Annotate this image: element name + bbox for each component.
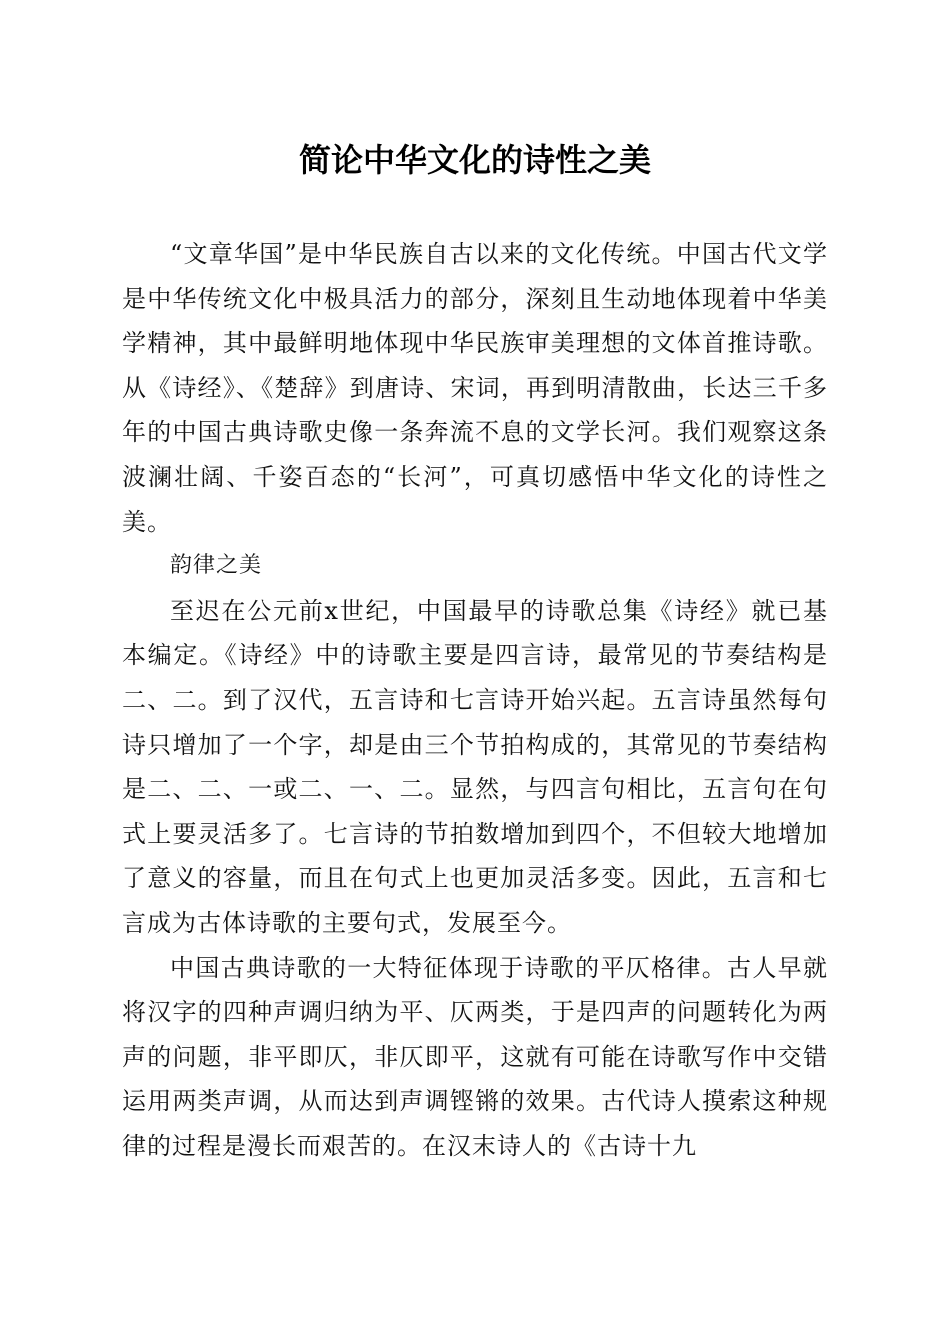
document-title: 简论中华文化的诗性之美 bbox=[298, 141, 651, 179]
paragraph-tonal-rules: 中国古典诗歌的一大特征体现于诗歌的平仄格律。古人早就将汉字的四种声调归纳为平、仄两类，于是四声的问题转化为两声的问题，非平即仄，非仄即平，这就有可能在诗歌写作中交错运用两类声调，从而达到声调铿锵的效果。古代诗人摸索这种规律的过程是漫长而艰苦的。在汉末诗人的《古诗十九 bbox=[122, 953, 828, 1160]
paragraph-rhythm-history: 至迟在公元前x世纪，中国最早的诗歌总集《诗经》就已基本编定。《诗经》中的诗歌主要是四言诗，最常见的节奏结构是二、二。到了汉代，五言诗和七言诗开始兴起。五言诗虽然每句诗只增加了一个字，却是由三个节拍构成的，其常见的节奏结构是二、二、一或二、一、二。显然，与四言句相比，五言句在句式上要灵活多了。七言诗的节拍数增加到四个，不但较大地增加了意义的容量，而且在句式上也更加灵活多变。因此，五言和七言成为古体诗歌的主要句式，发展至今。 bbox=[122, 596, 828, 937]
paragraph-intro: “文章华国”是中华民族自古以来的文化传统。中国古代文学是中华传统文化中极具活力的部分，深刻且生动地体现着中华美学精神，其中最鲜明地体现中华民族审美理想的文体首推诗歌。从《诗经》、《楚辞》到唐诗、宋词，再到明清散曲，长达三千多年的中国古典诗歌史像一条奔流不息的文学长河。我们观察这条波澜壮阔、千姿百态的“长河”，可真切感悟中华文化的诗性之美。 bbox=[122, 240, 828, 536]
section-heading-rhythm: 韵律之美 bbox=[170, 553, 263, 579]
document-body bbox=[122, 232, 828, 1168]
